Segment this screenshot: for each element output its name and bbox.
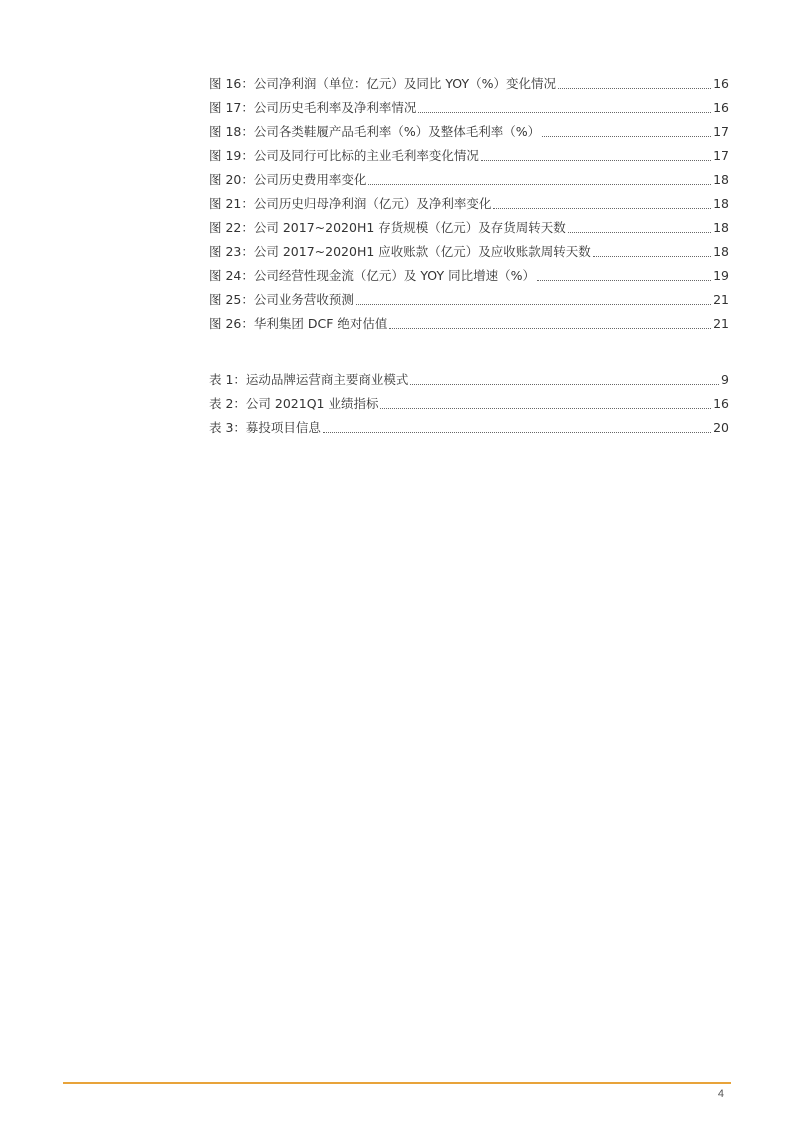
toc-entry-page: 19 — [713, 268, 729, 283]
toc-dot-leader — [493, 208, 711, 209]
toc-entry-page: 16 — [713, 396, 729, 411]
toc-dot-leader — [368, 184, 711, 185]
toc-entry-page: 21 — [713, 292, 729, 307]
toc-entry-page: 9 — [721, 372, 729, 387]
toc-dot-leader — [410, 384, 719, 385]
toc-dot-leader — [542, 136, 711, 137]
toc-entry-label: 图 19：公司及同行可比标的主业毛利率变化情况 — [209, 148, 479, 163]
toc-entry-page: 17 — [713, 148, 729, 163]
toc-dot-leader — [593, 256, 711, 257]
toc-entry-page: 18 — [713, 220, 729, 235]
toc-entry-figure-19[interactable] — [209, 144, 729, 168]
toc-entry-page: 17 — [713, 124, 729, 139]
toc-entry-figure-17[interactable] — [209, 96, 729, 120]
toc-entry-page: 21 — [713, 316, 729, 331]
toc-dot-leader — [380, 408, 711, 409]
toc-entry-page: 18 — [713, 196, 729, 211]
toc-entry-label: 图 22：公司 2017~2020H1 存货规模（亿元）及存货周转天数 — [209, 220, 566, 235]
toc-entry-label: 图 25：公司业务营收预测 — [209, 292, 354, 307]
toc-entry-label: 表 3：募投项目信息 — [209, 420, 321, 435]
toc-dot-leader — [323, 432, 711, 433]
toc-entry-figure-24[interactable] — [209, 264, 729, 288]
toc-entry-figure-16[interactable] — [209, 72, 729, 96]
figure-toc-list — [209, 72, 729, 336]
table-toc-list — [209, 368, 729, 440]
toc-entry-label: 图 17：公司历史毛利率及净利率情况 — [209, 100, 417, 115]
toc-entry-page: 16 — [713, 76, 729, 91]
toc-dot-leader — [568, 232, 711, 233]
toc-entry-label: 表 2：公司 2021Q1 业绩指标 — [209, 396, 379, 411]
toc-entry-table-1[interactable] — [209, 368, 729, 392]
footer-divider — [63, 1082, 731, 1084]
toc-entry-figure-18[interactable] — [209, 120, 729, 144]
toc-dot-leader — [418, 112, 711, 113]
toc-entry-label: 图 16：公司净利润（单位：亿元）及同比 YOY（%）变化情况 — [209, 76, 556, 91]
toc-entry-table-2[interactable] — [209, 392, 729, 416]
toc-entry-figure-20[interactable] — [209, 168, 729, 192]
toc-entry-figure-23[interactable] — [209, 240, 729, 264]
toc-entry-figure-25[interactable] — [209, 288, 729, 312]
toc-entry-figure-26[interactable] — [209, 312, 729, 336]
toc-entry-label: 图 23：公司 2017~2020H1 应收账款（亿元）及应收账款周转天数 — [209, 244, 591, 259]
toc-entry-page: 16 — [713, 100, 729, 115]
toc-entry-page: 20 — [713, 420, 729, 435]
toc-entry-label: 图 21：公司历史归母净利润（亿元）及净利率变化 — [209, 196, 492, 211]
toc-dot-leader — [537, 280, 711, 281]
toc-entry-table-3[interactable] — [209, 416, 729, 440]
toc-dot-leader — [389, 328, 711, 329]
toc-entry-label: 图 20：公司历史费用率变化 — [209, 172, 367, 187]
toc-entry-page: 18 — [713, 172, 729, 187]
toc-entry-label: 图 24：公司经营性现金流（亿元）及 YOY 同比增速（%） — [209, 268, 535, 283]
toc-entry-figure-22[interactable] — [209, 216, 729, 240]
toc-dot-leader — [558, 88, 711, 89]
toc-entry-figure-21[interactable] — [209, 192, 729, 216]
toc-dot-leader — [481, 160, 711, 161]
page-number: 4 — [717, 1088, 724, 1100]
toc-entry-label: 表 1：运动品牌运营商主要商业模式 — [209, 372, 409, 387]
toc-dot-leader — [356, 304, 711, 305]
toc-entry-page: 18 — [713, 244, 729, 259]
toc-entry-label: 图 26：华利集团 DCF 绝对估值 — [209, 316, 388, 331]
toc-entry-label: 图 18：公司各类鞋履产品毛利率（%）及整体毛利率（%） — [209, 124, 541, 139]
